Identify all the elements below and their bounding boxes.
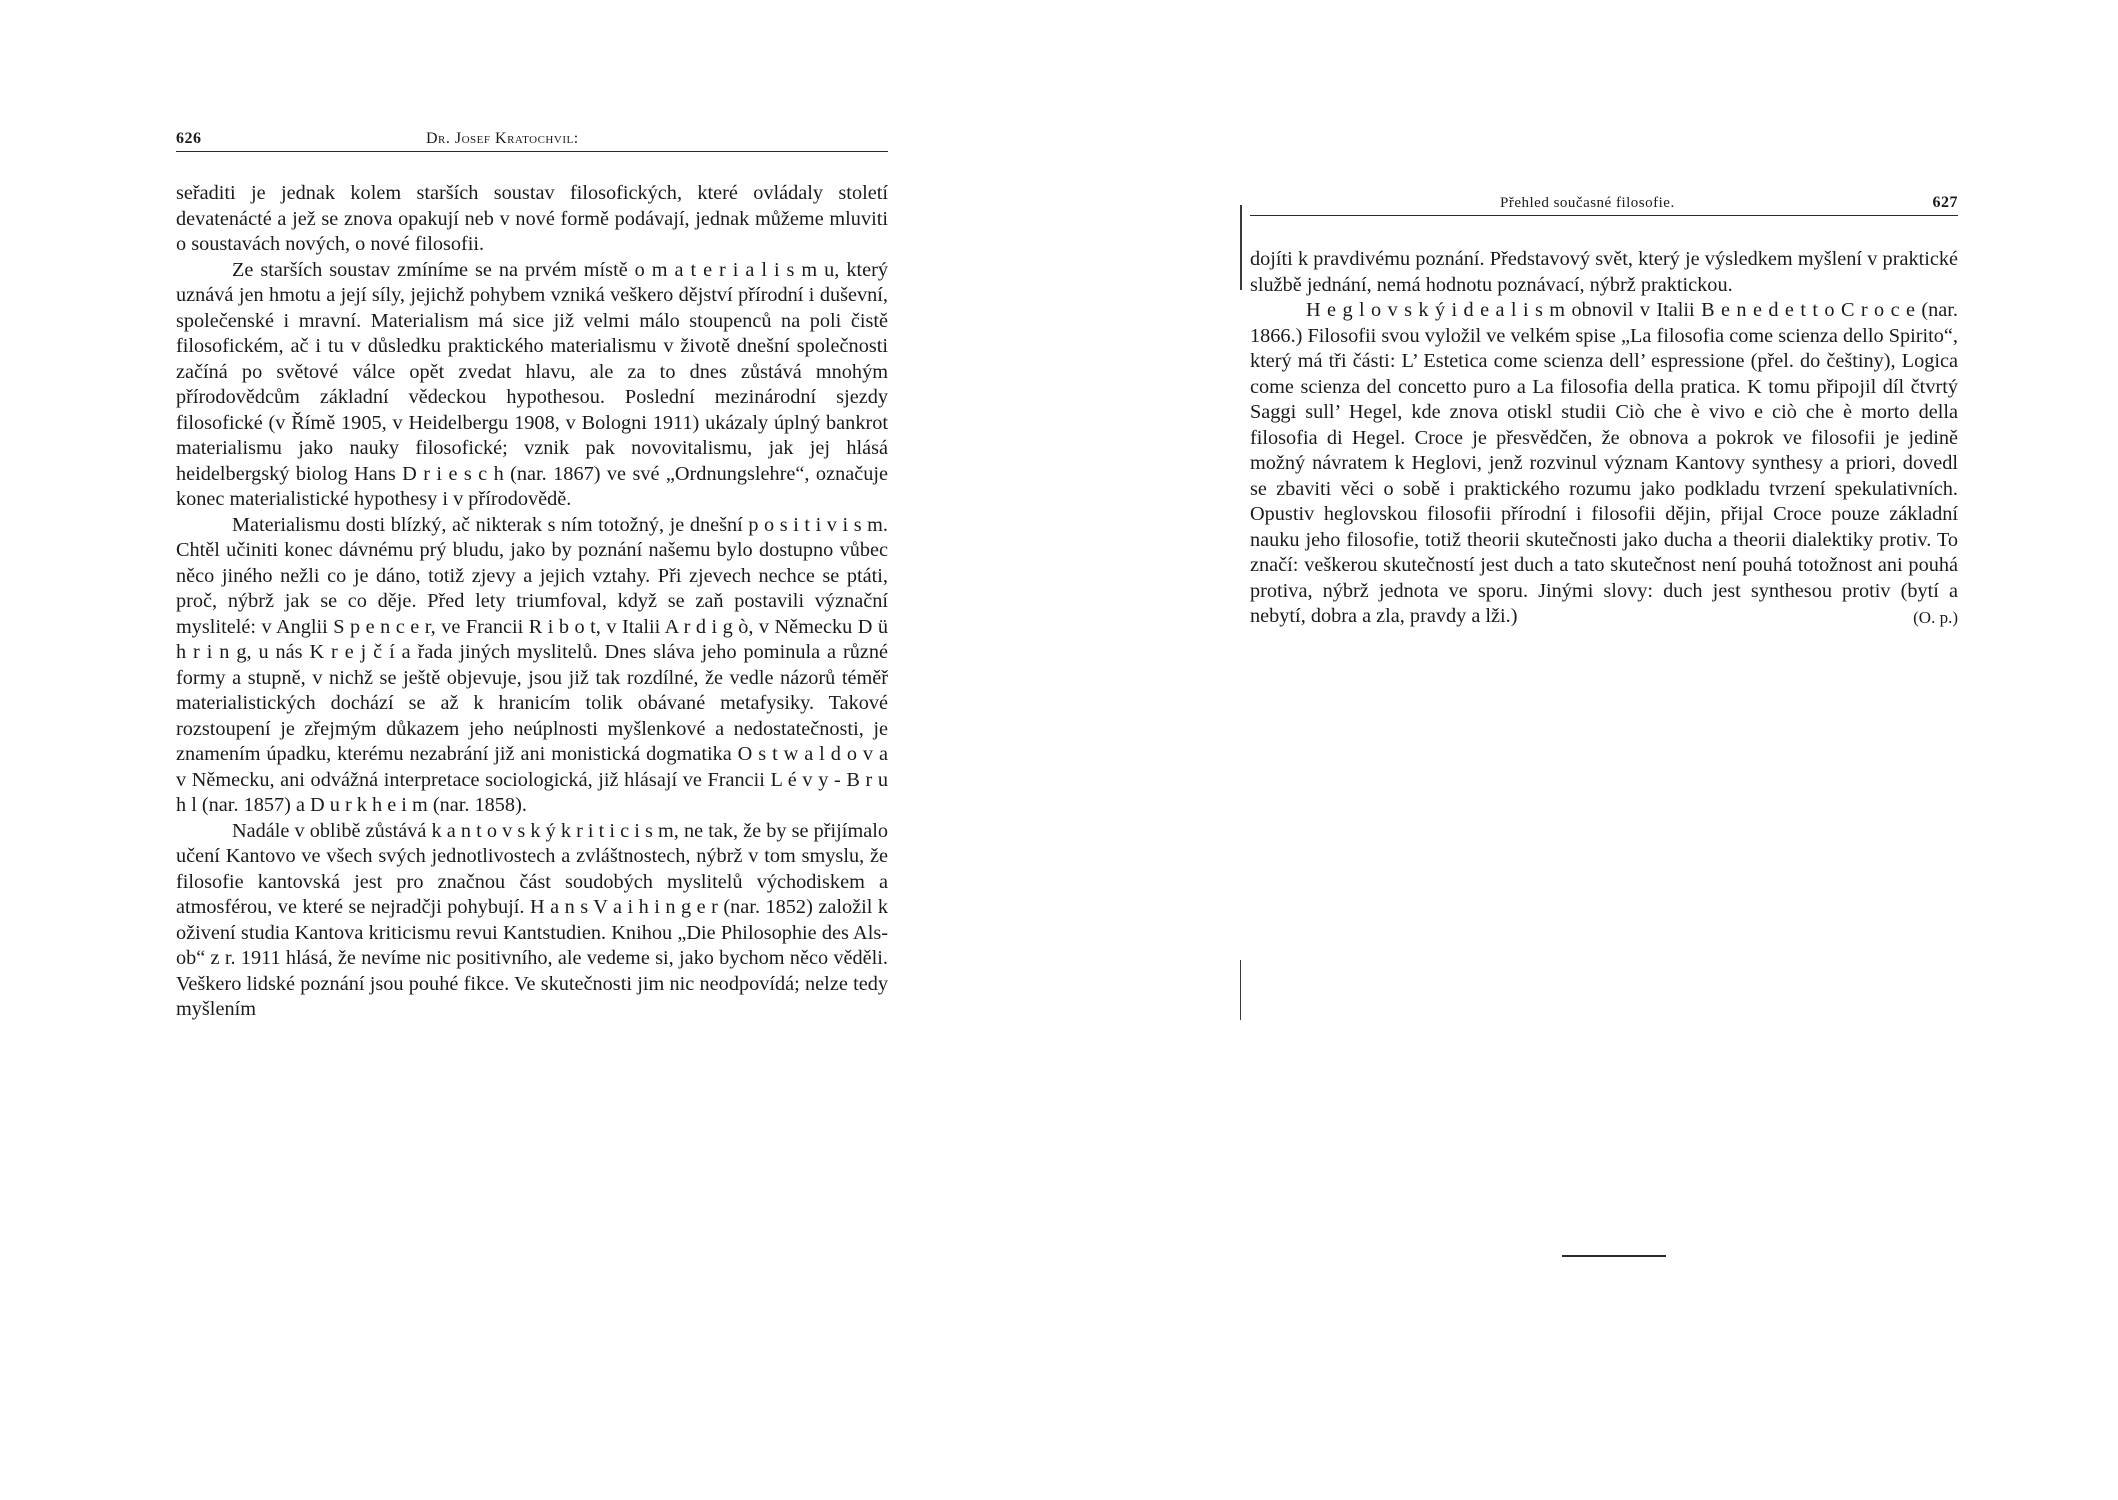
left-body-text — [176, 181, 888, 1023]
header-rule-right — [1250, 215, 1958, 217]
end-of-article-rule — [1562, 1255, 1666, 1257]
header-rule-left — [176, 151, 888, 153]
paragraph: H e g l o v s k ý i d e a l i s m obnovil v Italii B e n e d e t t o C r o c e (nar. 1866.) Filosofii svou vyložil ve velkém spise „La filosofia come scienza dello Spirito“, který má tři části: L’ Estetica come scienza dell’ espressione (přel. do češtiny), Logica come scienza del concetto puro a La filosofia della pratica. K tomu připojil díl čtvrtý Saggi sull’ Hegel, kde znova otiskl studii Ciò che è vivo e ciò che è morto della filosofia di Hegel. Croce je přesvědčen, že obnova a pokrok ve filosofii je jedině možný návratem k Heglovi, jenž rozvinul význam Kantovy synthesy a priori, dovedl se zbaviti věci o sobě i praktického rozumu jako podkladu tvrzení spekulativních. Opustiv heglovskou filosofii přírodní i filosofii dějin, přijal Croce pouze základní nauku jeho filosofie, totiž theorii skutečnosti jako ducha a theorii dialektiky protiv. To značí: veškerou skutečností jest duch a tato skutečnost není pouhá totožnost ani pouhá protiva, nýbrž jednota ve sporu. Jinými slovy: duch jest synthesou protiv (bytí a nebytí, dobra a zla, pravdy a lži.) — [1250, 299, 1958, 627]
paragraph: Nadále v oblibě zůstává k a n t o v s k ý k r i t i c i s m, ne tak, že by se přijímalo učení Kantovo ve všech svých jednotlivostech a zvláštnostech, nýbrž v tom smyslu, že filosofie kantovská jest pro značnou část soudobých myslitelů východiskem a atmosférou, ve které se nejradčji pohybují. H a n s V a i h i n g e r (nar. 1852) založil k oživení studia Kantova kriticismu revui Kantstudien. Knihou „Die Philosophie des Als-ob“ z r. 1911 hlásá, že nevíme nic positivního, ale vedeme si, jako bychom něco věděli. Veškero lidské poznání jsou pouhé fikce. Ve skutečnosti jim nic neodpovídá; nelze tedy myšlením — [176, 819, 888, 1020]
paragraph: seřaditi je jednak kolem starších soustav filosofických, které ovládaly století devatenácté a jež se znova opakují neb v nové formě podávají, jednak můžeme mluviti o soustavách nových, o nové filosofii. — [176, 182, 888, 255]
paragraph: dojíti k pravdivému poznání. Představový svět, který je výsledkem myšlení v praktické službě jednání, nemá hodnotu poznávací, nýbrž praktickou. — [1250, 248, 1958, 296]
running-title-left: Dr. Josef Kratochvil: — [426, 130, 579, 147]
margin-mark — [1240, 205, 1242, 290]
page-number-right: 627 — [1932, 194, 1958, 211]
article-signature: (O. p.) — [1913, 607, 1958, 627]
page-number-left: 626 — [176, 130, 202, 147]
right-running-head — [1250, 190, 1958, 216]
left-running-head — [176, 126, 888, 152]
running-title-right: Přehled současné filosofie. — [1500, 195, 1675, 211]
right-body-text — [1250, 247, 1958, 630]
margin-mark — [1240, 960, 1241, 1020]
paragraph: Ze starších soustav zmíníme se na prvém místě o m a t e r i a l i s m u, který uznává jen hmotu a její síly, jejichž pohybem vzniká veškero dějství přírodní i duševní, společenské i mravní. Materialism má sice již velmi málo stoupenců na poli čistě filosofickém, ač i tu v důsledku praktického materialismu v životě dnešní společnosti začíná po světové válce opět zvedat hlavu, ale za to dnes zůstává mnohým přírodovědcům základní vědeckou hypothesou. Poslední mezinárodní sjezdy filosofické (v Římě 1905, v Heidelbergu 1908, v Bologni 1911) ukázaly úplný bankrot materialismu jako nauky filosofické; vznik pak novovitalismu, jak jej hlásá heidelbergský biolog Hans D r i e s c h (nar. 1867) ve své „Ordnungslehre“, označuje konec materialistické hypothesy i v přírodovědě. — [176, 258, 888, 510]
paragraph: Materialismu dosti blízký, ač nikterak s ním totožný, je dnešní p o s i t i v i s m. Chtěl učiniti konec dávnému prý bludu, jako by poznání našemu bylo dostupno vůbec něco jiného nežli co je dáno, totiž zjevy a jejich vztahy. Při zjevech nechce se ptáti, proč, nýbrž jak se co děje. Před lety triumfoval, když se zaň postavili význační myslitelé: v Anglii S p e n c e r, ve Francii R i b o t, v Italii A r d i g ò, v Německu D ü h r i n g, u nás K r e j č í a řada jiných myslitelů. Dnes sláva jeho pominula a různé formy a stupně, v nichž se ještě objevuje, jsou již tak rozdílné, že vedle názorů téměř materialistických dochází se až k hranicím tolik obávané metafysiky. Takové rozstoupení je zřejmým důkazem jeho neúplnosti myšlenkové a nedostatečnosti, je znamením úpadku, kterému nezabrání již ani monistická dogmatika O s t w a l d o v a v Německu, ani odvážná interpretace sociologická, již hlásají ve Francii L é v y - B r u h l (nar. 1857) a D u r k h e i m (nar. 1858). — [176, 513, 888, 816]
